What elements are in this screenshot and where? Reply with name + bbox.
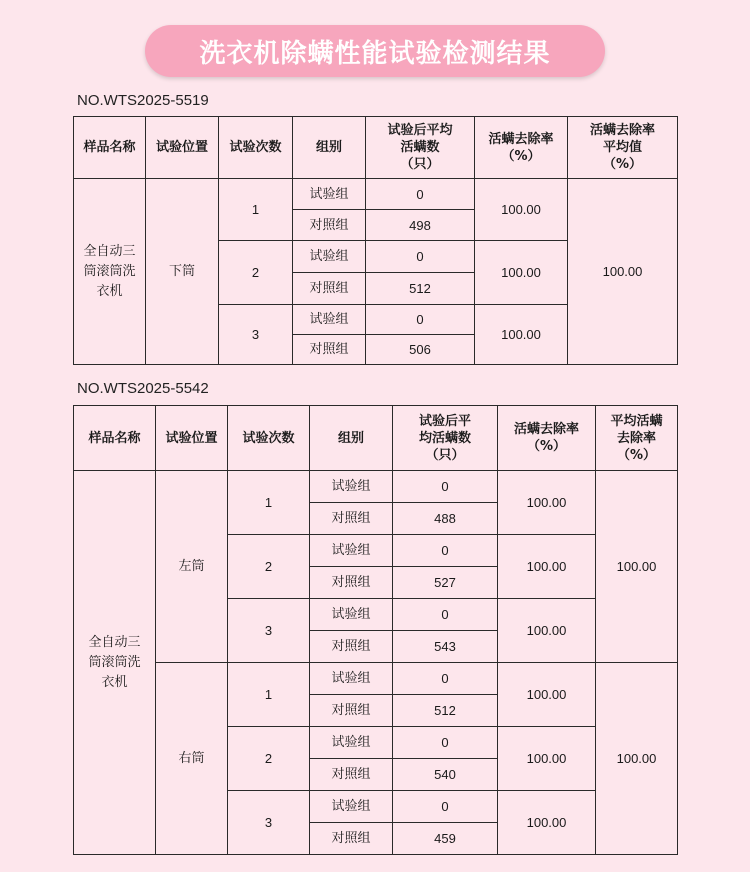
page-title: 洗衣机除螨性能试验检测结果 [199, 38, 551, 69]
mites-count: 512 [393, 695, 498, 727]
header-trial: 试验次数 [219, 117, 293, 179]
group-label: 试验组 [293, 179, 366, 210]
removal-rate: 100.00 [498, 535, 596, 599]
mites-count: 488 [393, 503, 498, 535]
header-sample-name: 样品名称 [74, 406, 156, 471]
removal-rate: 100.00 [498, 471, 596, 535]
mites-count: 0 [366, 241, 475, 273]
header-average-rate: 活螨去除率 平均值 （%） [568, 117, 678, 179]
removal-rate: 100.00 [475, 179, 568, 241]
header-mites: 试验后平均 活螨数 （只） [366, 117, 475, 179]
mites-count: 543 [393, 631, 498, 663]
group-label: 试验组 [310, 471, 393, 503]
header-average-rate: 平均活螨 去除率 （%） [596, 406, 678, 471]
group-label: 对照组 [310, 759, 393, 791]
group-label: 试验组 [293, 241, 366, 273]
removal-rate: 100.00 [498, 663, 596, 727]
table-row [74, 471, 678, 503]
title-banner [145, 25, 605, 77]
results-table-2 [73, 405, 678, 855]
group-label: 对照组 [293, 210, 366, 241]
mites-count: 0 [393, 535, 498, 567]
mites-count: 0 [393, 663, 498, 695]
average-rate: 100.00 [596, 663, 678, 855]
table-header-row [74, 117, 678, 179]
removal-rate: 100.00 [475, 305, 568, 365]
report-number-1: NO.WTS2025-5519 [77, 92, 209, 109]
group-label: 对照组 [310, 567, 393, 599]
report-number-2: NO.WTS2025-5542 [77, 380, 209, 397]
mites-count: 498 [366, 210, 475, 241]
trial-number: 3 [228, 791, 310, 855]
removal-rate: 100.00 [498, 727, 596, 791]
group-label: 试验组 [310, 535, 393, 567]
header-position: 试验位置 [156, 406, 228, 471]
mites-count: 0 [366, 179, 475, 210]
group-label: 试验组 [310, 599, 393, 631]
mites-count: 512 [366, 273, 475, 305]
position-cell: 右筒 [156, 663, 228, 855]
average-rate: 100.00 [568, 179, 678, 365]
results-table-1 [73, 116, 678, 365]
table-row [74, 663, 678, 695]
group-label: 对照组 [310, 503, 393, 535]
group-label: 试验组 [310, 791, 393, 823]
group-label: 试验组 [310, 663, 393, 695]
trial-number: 2 [219, 241, 293, 305]
table-header-row [74, 406, 678, 471]
header-group: 组别 [310, 406, 393, 471]
trial-number: 1 [219, 179, 293, 241]
trial-number: 1 [228, 663, 310, 727]
mites-count: 527 [393, 567, 498, 599]
group-label: 对照组 [293, 335, 366, 365]
mites-count: 506 [366, 335, 475, 365]
mites-count: 0 [393, 791, 498, 823]
table-row [74, 179, 678, 210]
sample-name-cell: 全自动三 筒滚筒洗 衣机 [74, 471, 156, 855]
trial-number: 1 [228, 471, 310, 535]
removal-rate: 100.00 [498, 599, 596, 663]
group-label: 对照组 [310, 631, 393, 663]
header-sample-name: 样品名称 [74, 117, 146, 179]
header-group: 组别 [293, 117, 366, 179]
sample-name-cell: 全自动三 筒滚筒洗 衣机 [74, 179, 146, 365]
group-label: 对照组 [293, 273, 366, 305]
group-label: 对照组 [310, 695, 393, 727]
position-cell: 下筒 [146, 179, 219, 365]
mites-count: 0 [393, 599, 498, 631]
header-position: 试验位置 [146, 117, 219, 179]
removal-rate: 100.00 [498, 791, 596, 855]
removal-rate: 100.00 [475, 241, 568, 305]
average-rate: 100.00 [596, 471, 678, 663]
header-removal-rate: 活螨去除率 （%） [498, 406, 596, 471]
mites-count: 0 [393, 727, 498, 759]
trial-number: 2 [228, 727, 310, 791]
trial-number: 2 [228, 535, 310, 599]
trial-number: 3 [228, 599, 310, 663]
mites-count: 459 [393, 823, 498, 855]
mites-count: 0 [393, 471, 498, 503]
group-label: 试验组 [310, 727, 393, 759]
trial-number: 3 [219, 305, 293, 365]
position-cell: 左筒 [156, 471, 228, 663]
header-mites: 试验后平 均活螨数 （只） [393, 406, 498, 471]
mites-count: 0 [366, 305, 475, 335]
header-removal-rate: 活螨去除率 （%） [475, 117, 568, 179]
header-trial: 试验次数 [228, 406, 310, 471]
group-label: 试验组 [293, 305, 366, 335]
group-label: 对照组 [310, 823, 393, 855]
mites-count: 540 [393, 759, 498, 791]
